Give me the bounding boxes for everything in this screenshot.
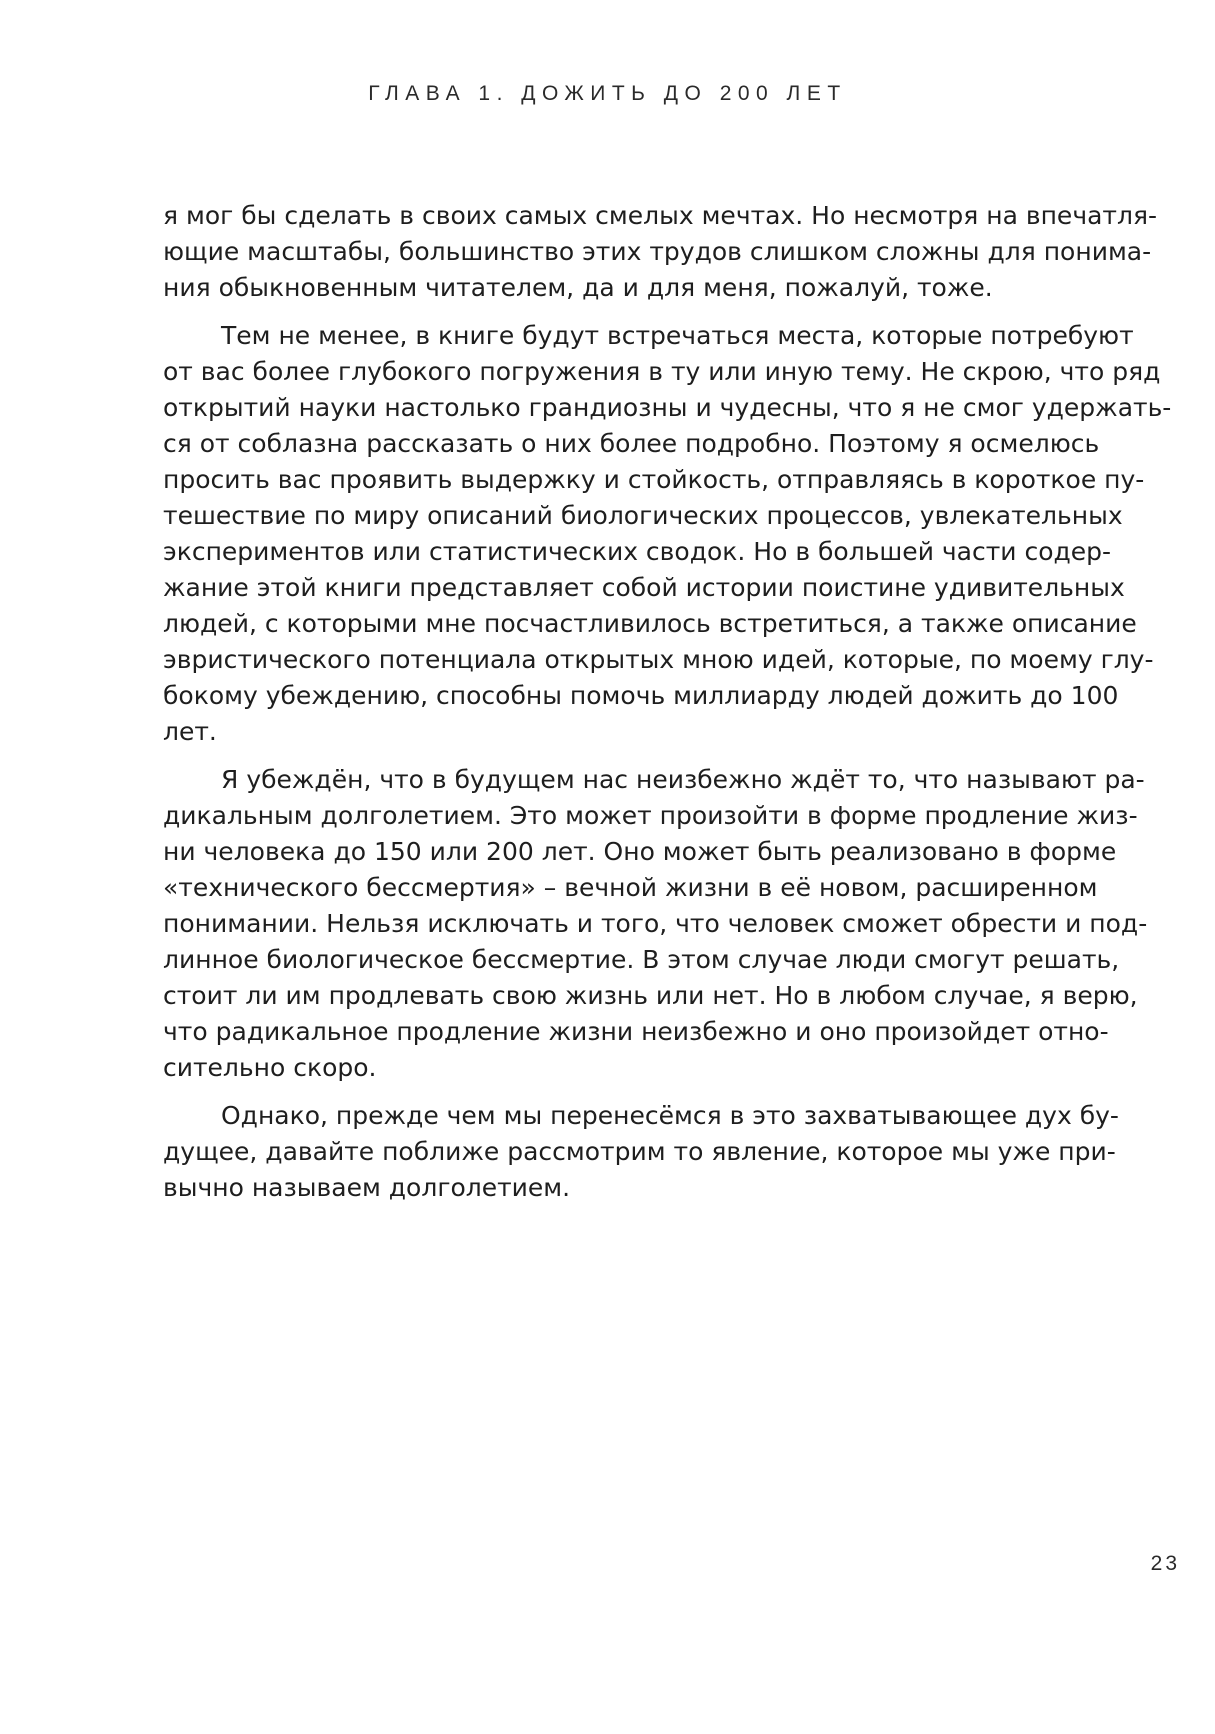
paragraph-2 [163, 318, 1172, 750]
page-number: 23 [1150, 1552, 1180, 1575]
text-line: людей, с которыми мне посчастливилось встретиться, а также описание [163, 609, 1137, 638]
text-line: открытий науки настолько грандиозны и чудесны, что я не смог удержать- [163, 393, 1172, 422]
text-line: Однако, прежде чем мы перенесёмся в это захватывающее дух бу- [221, 1101, 1119, 1130]
text-line: что радикальное продление жизни неизбежно и оно произойдет отно- [163, 1017, 1109, 1046]
text-line: линное биологическое бессмертие. В этом случае люди смогут решать, [163, 945, 1120, 974]
text-line: просить вас проявить выдержку и стойкость, отправляясь в короткое пу- [163, 465, 1145, 494]
text-line: тешествие по миру описаний биологических процессов, увлекательных [163, 501, 1123, 530]
text-line: ния обыкновенным читателем, да и для меня, пожалуй, тоже. [163, 273, 993, 302]
text-line: сительно скоро. [163, 1053, 377, 1082]
text-line: дущее, давайте поближе рассмотрим то явление, которое мы уже при- [163, 1137, 1116, 1166]
text-line: Тем не менее, в книге будут встречаться места, которые потребуют [221, 321, 1134, 350]
text-line: стоит ли им продлевать свою жизнь или нет. Но в любом случае, я верю, [163, 981, 1138, 1010]
text-line: жание этой книги представляет собой истории поистине удивительных [163, 573, 1125, 602]
body-text [163, 198, 1172, 1218]
text-line: эвристического потенциала открытых мною идей, которые, по моему глу- [163, 645, 1154, 674]
text-line: ющие масштабы, большинство этих трудов слишком сложны для понима- [163, 237, 1152, 266]
text-line: вычно называем долголетием. [163, 1173, 571, 1202]
paragraph-1 [163, 198, 1158, 306]
paragraph-3 [163, 762, 1148, 1086]
text-line: ся от соблазна рассказать о них более подробно. Поэтому я осмелюсь [163, 429, 1100, 458]
text-line: дикальным долголетием. Это может произойти в форме продление жиз- [163, 801, 1138, 830]
text-line: бокому убеждению, способны помочь миллиарду людей дожить до 100 [163, 681, 1119, 710]
text-line: от вас более глубокого погружения в ту или иную тему. Не скрою, что ряд [163, 357, 1161, 386]
text-line: ни человека до 150 или 200 лет. Оно может быть реализовано в форме [163, 837, 1117, 866]
text-line: лет. [163, 717, 217, 746]
paragraph-4 [163, 1098, 1119, 1206]
running-head: ГЛАВА 1. ДОЖИТЬ ДО 200 ЛЕТ [368, 82, 847, 105]
text-line: понимании. Нельзя исключать и того, что человек сможет обрести и под- [163, 909, 1148, 938]
text-line: я мог бы сделать в своих самых смелых мечтах. Но несмотря на впечатля- [163, 201, 1158, 230]
text-line: экспериментов или статистических сводок. Но в большей части содер- [163, 537, 1112, 566]
text-line: Я убеждён, что в будущем нас неизбежно ждёт то, что называют ра- [221, 765, 1145, 794]
text-line: «технического бессмертия» – вечной жизни в её новом, расширенном [163, 873, 1098, 902]
